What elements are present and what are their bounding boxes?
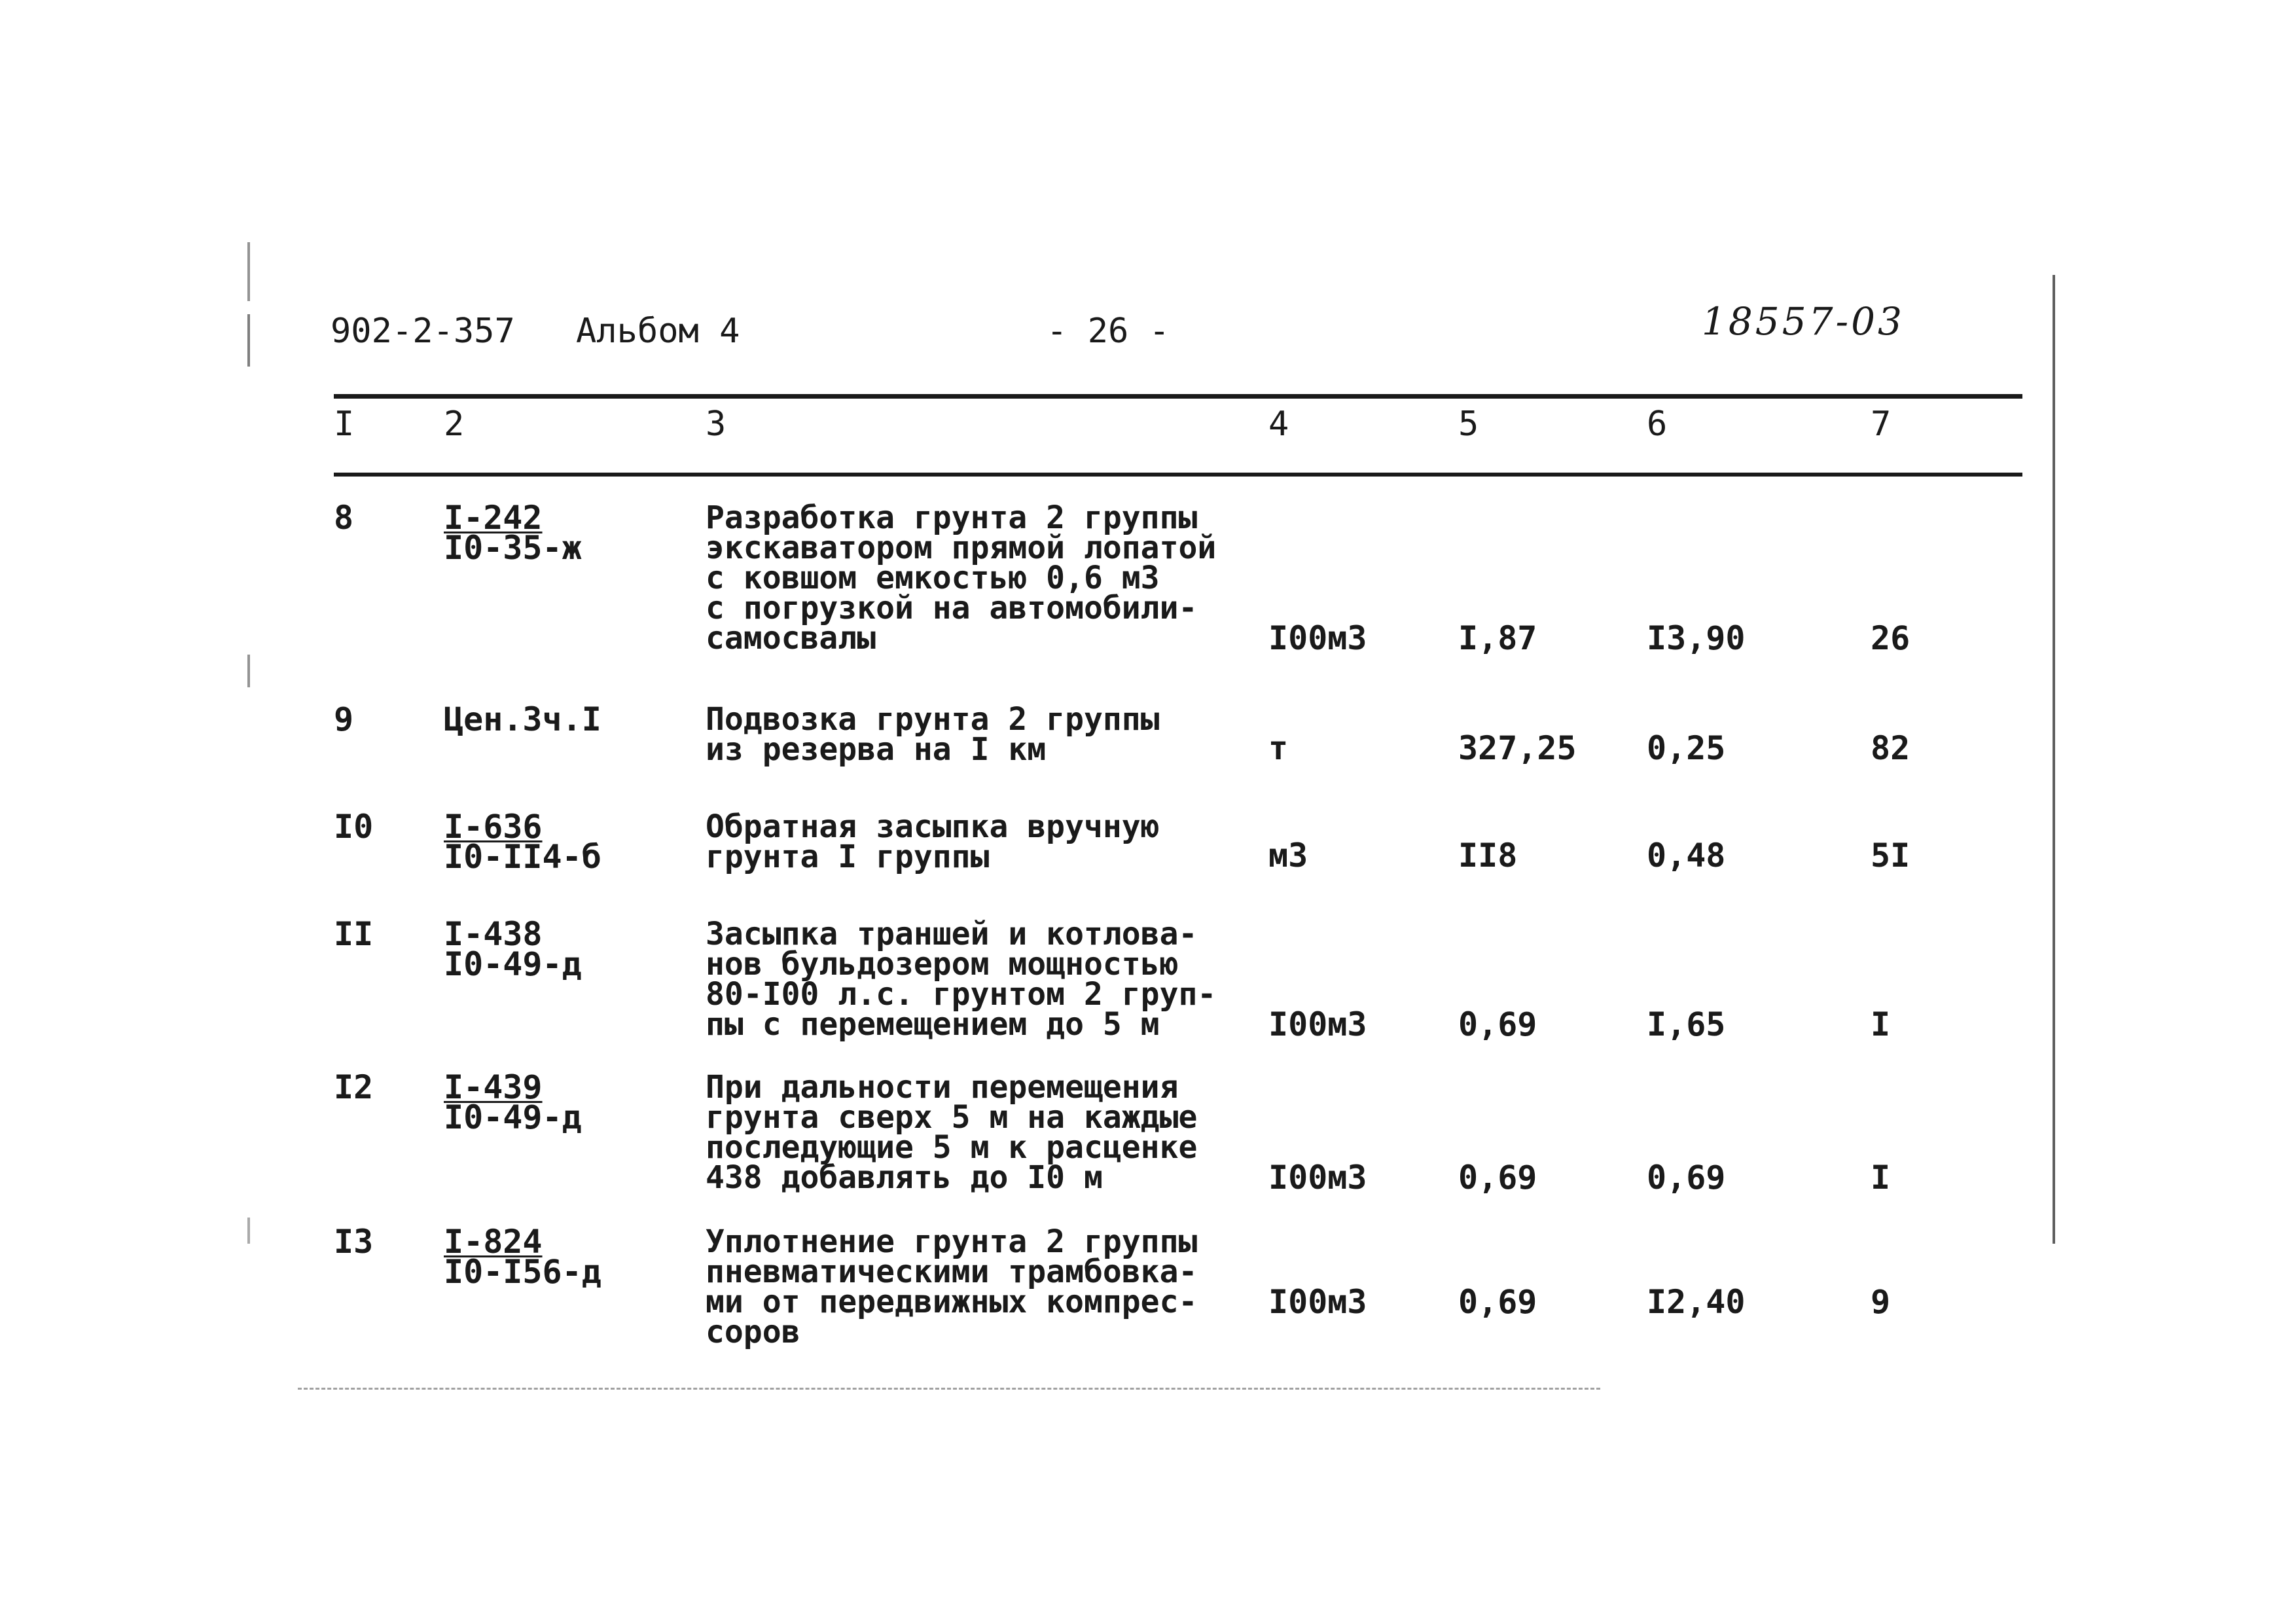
description-line: Подвозка грунта 2 группы — [706, 701, 1160, 738]
page-number: - 26 - — [1047, 312, 1170, 351]
description-line: пневматическими трамбовка- — [706, 1254, 1198, 1290]
bottom-scan-noise — [298, 1388, 1600, 1390]
column-header-5: 5 — [1458, 405, 1479, 444]
description-line: Обратная засыпка вручную — [706, 808, 1160, 845]
description-line: Уплотнение грунта 2 группы — [706, 1223, 1198, 1260]
quantity-cell: 0,69 — [1458, 1005, 1537, 1043]
total-cell: 82 — [1871, 729, 1910, 767]
unit-price-cell: I2,40 — [1647, 1283, 1746, 1321]
row-number: 9 — [334, 700, 354, 738]
unit-cell: I00м3 — [1268, 619, 1367, 657]
description-line: Засыпка траншей и котлова- — [706, 916, 1198, 952]
table-top-rule — [334, 394, 2022, 399]
rate-code — [444, 1068, 582, 1136]
left-margin-mark — [247, 1218, 250, 1244]
quantity-cell: 327,25 — [1458, 729, 1577, 767]
rate-code-bottom: I0-49-д — [444, 945, 582, 983]
quantity-cell: 0,69 — [1458, 1159, 1537, 1197]
column-header-7: 7 — [1871, 405, 1892, 444]
description-line: 80-I00 л.с. грунтом 2 груп- — [706, 976, 1217, 1013]
column-header-6: 6 — [1647, 405, 1668, 444]
rate-code-top: I-439 — [444, 1068, 543, 1106]
inventory-number: 18557-03 — [1702, 299, 1905, 344]
rate-code-top: I-636 — [444, 808, 543, 846]
work-description — [706, 1223, 1198, 1350]
description-line: самосвалы — [706, 620, 876, 657]
column-header-1: I — [334, 405, 355, 444]
album-label: Альбом 4 — [576, 312, 740, 351]
rate-code-top: I-824 — [444, 1223, 543, 1261]
unit-cell: т — [1268, 729, 1289, 767]
description-line: грунта сверх 5 м на каждые — [706, 1099, 1198, 1136]
rate-code — [444, 808, 601, 876]
rate-code — [444, 499, 582, 567]
unit-price-cell: I3,90 — [1647, 619, 1746, 657]
work-description — [706, 1069, 1198, 1196]
column-header-4: 4 — [1268, 405, 1289, 444]
description-line: последующие 5 м к расценке — [706, 1129, 1198, 1166]
column-header-3: 3 — [706, 405, 726, 444]
total-cell: I — [1871, 1159, 1891, 1197]
left-margin-mark — [247, 242, 250, 301]
description-line: ми от передвижных компрес- — [706, 1284, 1198, 1320]
description-line: из резерва на I км — [706, 731, 1047, 768]
row-number: I2 — [334, 1068, 374, 1106]
description-line: соров — [706, 1314, 800, 1350]
row-number: 8 — [334, 499, 354, 537]
total-cell: I — [1871, 1005, 1891, 1043]
total-cell: 26 — [1871, 619, 1910, 657]
description-line: При дальности перемещения — [706, 1069, 1179, 1106]
row-number: I0 — [334, 808, 374, 846]
unit-price-cell: 0,69 — [1647, 1159, 1726, 1197]
unit-cell: I00м3 — [1268, 1005, 1367, 1043]
description-line: нов бульдозером мощностью — [706, 946, 1179, 983]
work-description — [706, 701, 1160, 768]
left-margin-mark — [247, 314, 250, 367]
rate-code-bottom: I0-49-д — [444, 1098, 582, 1136]
unit-cell: I00м3 — [1268, 1159, 1367, 1197]
row-number: I3 — [334, 1223, 374, 1261]
description-line: грунта I группы — [706, 839, 990, 875]
rate-code — [444, 700, 601, 738]
right-margin-line — [2053, 275, 2055, 1244]
description-line: экскаватором прямой лопатой — [706, 530, 1217, 566]
work-description — [706, 916, 1217, 1043]
table-header-rule — [334, 473, 2022, 477]
work-description — [706, 808, 1160, 875]
rate-code-bottom: I0-35-ж — [444, 529, 582, 567]
rate-code-bottom: I0-I56-д — [444, 1253, 601, 1291]
rate-code-bottom: I0-II4-б — [444, 838, 601, 876]
description-line: с ковшом емкостью 0,6 м3 — [706, 560, 1160, 596]
total-cell: 9 — [1871, 1283, 1891, 1321]
left-margin-mark — [247, 655, 250, 687]
row-number: II — [334, 915, 374, 953]
description-line: 438 добавлять до I0 м — [706, 1159, 1103, 1196]
unit-cell: м3 — [1268, 837, 1308, 875]
description-line: с погрузкой на автомобили- — [706, 590, 1198, 626]
unit-price-cell: 0,25 — [1647, 729, 1726, 767]
unit-price-cell: 0,48 — [1647, 837, 1726, 875]
unit-price-cell: I,65 — [1647, 1005, 1726, 1043]
quantity-cell: 0,69 — [1458, 1283, 1537, 1321]
description-line: Разработка грунта 2 группы — [706, 499, 1198, 536]
rate-code — [444, 915, 582, 983]
rate-code-top: I-438 — [444, 915, 543, 953]
column-header-2: 2 — [444, 405, 465, 444]
rate-code-top: I-242 — [444, 499, 543, 537]
rate-code — [444, 1223, 601, 1291]
document-code: 902-2-357 — [331, 312, 515, 351]
quantity-cell: II8 — [1458, 837, 1518, 875]
work-description — [706, 499, 1217, 657]
unit-cell: I00м3 — [1268, 1283, 1367, 1321]
rate-code-top: Цен.3ч.I — [444, 700, 601, 738]
quantity-cell: I,87 — [1458, 619, 1537, 657]
total-cell: 5I — [1871, 837, 1910, 875]
description-line: пы с перемещением до 5 м — [706, 1006, 1160, 1043]
